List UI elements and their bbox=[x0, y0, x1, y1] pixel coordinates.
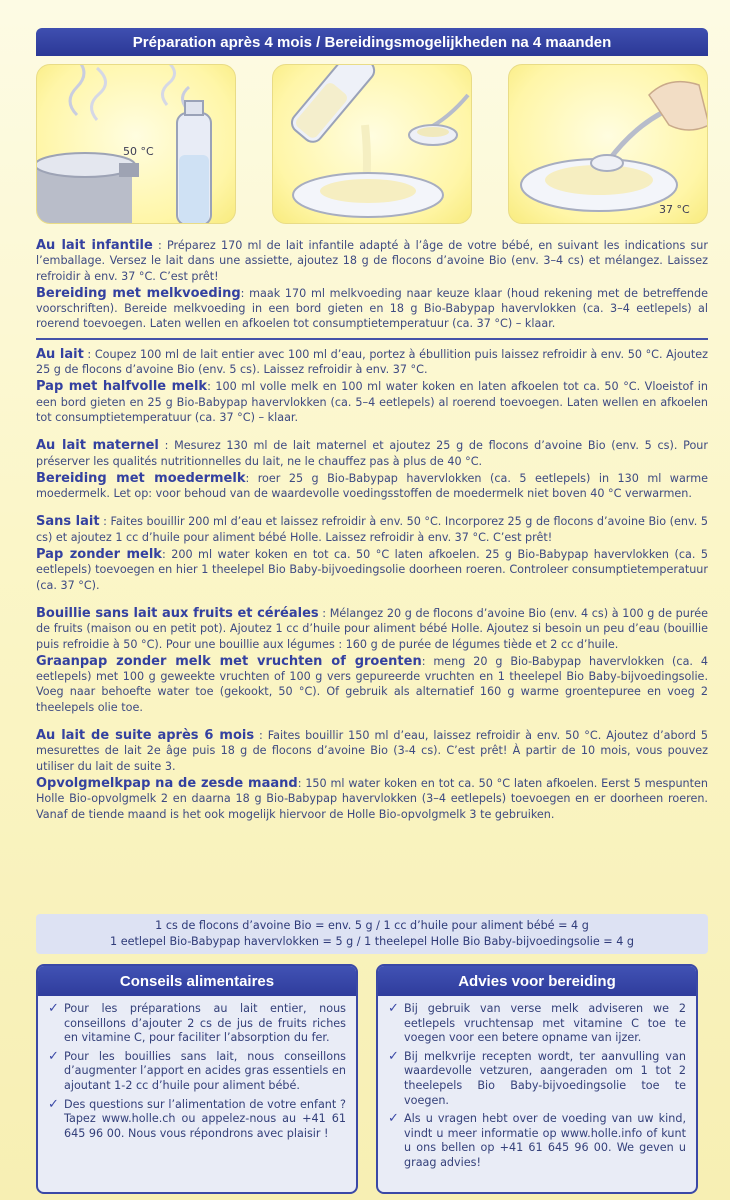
recipe-text: 100 ml volle melk en 100 ml water koken en laten afkoelen tot ca. 50 °C. Vloeistof in een bord gieten en 25 g Bio-Babypap havervlokken (ca. 5–4 eetlepels) al roerend toevoegen. Laten wellen en afkoelen tot consumptietemperatuur (ca. 37 °C) – klaar. bbox=[36, 380, 709, 424]
recipe-paragraph-nl: Graanpap zonder melk met vruchten of groenten: meng 20 g Bio-Babypap havervlokken (ca. 4 eetlepels) met 100 g geweekte vruchten of 100 g vers gepureerde vruchten en 1 theelepel Bio Baby-bijvoedingsolie. Voeg naar behoefte water toe (gekookt, 50 °C). Of gebruik als alternatief 160 g warme groentepuree en voeg 2 theelepels olie toe. bbox=[36, 653, 708, 714]
check-icon: ✓ bbox=[388, 1111, 399, 1127]
advice-item: ✓ Pour les préparations au lait entier, nous conseillons d’ajouter 2 cs de jus de fruits riches en vitamine C, pour faciliter l’absorption du fer. bbox=[48, 1001, 346, 1045]
measurement-equivalents bbox=[36, 914, 708, 954]
hand-shape bbox=[649, 82, 708, 130]
recipe-heading: Au lait de suite après 6 mois bbox=[36, 728, 255, 744]
recipe-paragraph-nl: Pap zonder melk: 200 ml water koken en tot ca. 50 °C laten afkoelen. 25 g Bio-Babypap havervlokken (ca. 5 eetlepels) toevoegen en hier 1 theelepel Bio Baby-bijvoedingsolie doorheen roeren. Controleer consumptietemperatuur (ca. 37 °C). bbox=[36, 547, 708, 592]
recipe-heading: Bereiding met moedermelk bbox=[36, 470, 246, 486]
temperature-label-37: 37 °C bbox=[659, 203, 690, 216]
recipe-heading: Au lait infantile bbox=[36, 238, 153, 253]
advice-box-fr bbox=[36, 964, 358, 1194]
recipe-paragraph-fr: Au lait infantile : Préparez 170 ml de lait infantile adapté à l’âge de votre bébé, en suivant les indications sur l’emballage. Versez le lait dans une assiette, ajoutez 18 g de flocons d’avoine Bio (env. 3–4 cs) et mélangez. Laissez refroidir à env. 37 °C. C’est prêt! bbox=[36, 238, 708, 283]
advice-item: ✓ Bij gebruik van verse melk adviseren we 2 eetlepels vruchtensap met vitamine C toe te voegen voor een betere opname van ijzer. bbox=[388, 1001, 686, 1045]
advice-box-nl bbox=[376, 964, 698, 1194]
recipe-heading: Graanpap zonder melk met vruchten of groenten bbox=[36, 653, 422, 669]
recipe-text: Mesurez 130 ml de lait maternel et ajoutez 25 g de flocons d’avoine Bio (env. 5 cs). Pour préserver les qualités nutritionnelles du lait, ne le chauffez pas à plus de 40 °C. bbox=[36, 439, 708, 468]
recipe-text: Faites bouillir 150 ml d’eau, laissez refroidir à env. 50 °C. Ajoutez d’abord 5 mesurettes de lait 2e âge puis 18 g de flocons d’avoine Bio (3-4 cs). C’est prêt! À partir de 10 mois, vous pouvez utiliser du lait de suite 3. bbox=[36, 729, 709, 773]
illustration-heat-milk bbox=[36, 64, 236, 224]
measurement-nl: 1 eetlepel Bio-Babypap havervlokken = 5 g / 1 theelepel Holle Bio Baby-bijvoedingsolie = 4 g bbox=[110, 935, 634, 948]
recipe-paragraph-nl: Bereiding met melkvoeding: maak 170 ml melkvoeding naar keuze klaar (houd rekening met de betreffende voorschriften). Bereide melkvoeding in een bord gieten en 18 g Bio-Babypap havervlokken (ca. 3–4 eetlepels) al roerend toevoegen. Laten wellen en afkoelen tot consumptietemperatuur (ca. 37 °C) – klaar. bbox=[36, 285, 708, 331]
recipe-text: Faites bouillir 200 ml d’eau et laissez refroidir à env. 50 °C. Incorporez 25 g de flocons d’avoine Bio (env. 5 cs) et ajoutez 1 cc d’huile pour aliment bébé Holle. Laissez refroidir à env. 37 °C. C’est prêt! bbox=[36, 515, 708, 544]
illustration-serve bbox=[508, 64, 708, 224]
recipe-heading: Au lait bbox=[36, 346, 84, 362]
preparation-banner bbox=[36, 28, 708, 56]
recipe-section-fruit-cereal bbox=[36, 606, 708, 721]
recipe-paragraph-fr: Au lait de suite après 6 mois : Faites bouillir 150 ml d’eau, laissez refroidir à env. 50 °C. Ajoutez d’abord 5 mesurettes de lait 2e âge puis 18 g de flocons d’avoine Bio (3-4 cs). C’est prêt! À partir de 10 mois, vous pouvez utiliser du lait de suite 3. bbox=[36, 728, 709, 773]
recipe-paragraph-nl: Bereiding met moedermelk: roer 25 g Bio-Babypap havervlokken (ca. 5 eetlepels) in 130 ml warme moedermelk. Let op: voor behoud van de waardevolle voedingsstoffen de moedermelk niet boven 40 °C verwarmen. bbox=[36, 470, 708, 501]
recipe-heading: Bouillie sans lait aux fruits et céréales bbox=[36, 605, 319, 621]
advice-item: ✓ Des questions sur l’alimentation de votre enfant ? Tapez www.holle.ch ou appelez-nous au +41 61 645 96 00. Nous vous répondrons avec plaisir ! bbox=[48, 1096, 346, 1140]
advice-title-nl: Advies voor bereiding bbox=[378, 966, 696, 996]
measurement-fr: 1 cs de flocons d’avoine Bio = env. 5 g / 1 cc d’huile pour aliment bébé = 4 g bbox=[155, 919, 589, 932]
recipe-text: Coupez 100 ml de lait entier avec 100 ml d’eau, portez à ébullition puis laissez refroidir à env. 50 °C. Ajoutez 25 g de flocons d’avoine Bio (env. 5 cs). Laissez refroidir à env. 37 °C. bbox=[36, 347, 708, 377]
recipe-section-whole-milk bbox=[36, 347, 708, 431]
check-icon: ✓ bbox=[48, 1001, 59, 1016]
recipe-text: Mélangez 20 g de flocons d’avoine Bio (env. 4 cs) à 100 g de purée de fruits (maison ou en petit pot). Ajoutez 1 cc d’huile pour aliment bébé Holle. Ajoutez si besoin un peu d’eau (bouillie puis refroidie à 50 °C). Pour une bouillie aux légumes : 160 g de purée de légumes tiède et 2 cc d’huile. bbox=[36, 606, 708, 651]
preparation-illustrations bbox=[36, 64, 708, 226]
recipe-text: Préparez 170 ml de lait infantile adapté à l’âge de votre bébé, en suivant les indications sur l’emballage. Versez le lait dans une assiette, ajoutez 18 g de flocons d’avoine Bio (env. 3–4 cs) et mélangez. Laissez refroidir à env. 37 °C. C’est prêt! bbox=[36, 239, 708, 283]
illustration-pour-oats bbox=[272, 64, 472, 224]
recipe-text: roer 25 g Bio-Babypap havervlokken (ca. 5 eetlepels) in 130 ml warme moedermelk. Let op: voor behoud van de waardevolle voedingsstoffen de moedermelk niet boven 40 °C verwarmen. bbox=[36, 471, 708, 501]
recipe-paragraph-fr: Au lait maternel : Mesurez 130 ml de lait maternel et ajoutez 25 g de flocons d’avoine Bio (env. 5 cs). Pour préserver les qualités nutritionnelles du lait, ne le chauffez pas à plus de 40 °C. bbox=[36, 438, 708, 468]
recipe-heading: Sans lait bbox=[36, 514, 100, 530]
recipe-heading: Pap met halfvolle melk bbox=[36, 379, 208, 395]
check-icon: ✓ bbox=[388, 1048, 399, 1064]
recipe-content bbox=[36, 238, 708, 835]
steam-shape bbox=[70, 65, 84, 115]
recipe-heading: Bereiding met melkvoeding bbox=[36, 285, 241, 301]
advice-item: ✓ Als u vragen hebt over de voeding van uw kind, vindt u meer informatie op www.holle.info of kunt u ons bellen op +41 61 645 96 00. We geven u graag advies! bbox=[388, 1111, 686, 1169]
recipe-text: meng 20 g Bio-Babypap havervlokken (ca. 4 eetlepels) met 100 g geweekte vruchten of 100 g vers gepureerde vruchten en 1 theelepel Bio Baby-bijvoedingsolie. Voeg naar behoefte water toe (gekookt, 50 °C). Of gebruik als alternatief 160 g warme groentepuree en voeg 2 theelepels olie toe. bbox=[36, 654, 708, 714]
recipe-section-follow-on bbox=[36, 728, 708, 828]
recipe-section-breast-milk bbox=[36, 438, 708, 507]
recipe-heading: Au lait maternel bbox=[36, 438, 159, 454]
recipe-text: 200 ml water koken en tot ca. 50 °C laten afkoelen. 25 g Bio-Babypap havervlokken (ca. 5 eetlepels) toevoegen en hier 1 theelepel Bio Baby-bijvoedingsolie doorheen roeren. Controleer consumptietemperatuur (ca. 37 °C). bbox=[36, 548, 708, 592]
recipe-paragraph-fr: Bouillie sans lait aux fruits et céréales : Mélangez 20 g de flocons d’avoine Bio (env. 4 cs) à 100 g de purée de fruits (maison ou en petit pot). Ajoutez 1 cc d’huile pour aliment bébé Holle. Ajoutez si besoin un peu d’eau (bouillie puis refroidie à 50 °C). Pour une bouillie aux légumes : 160 g de purée de légumes tiède et 2 cc d’huile. bbox=[36, 605, 708, 651]
check-icon: ✓ bbox=[388, 1001, 399, 1016]
advice-title-fr: Conseils alimentaires bbox=[38, 966, 356, 996]
temperature-label-50: 50 °C bbox=[123, 145, 154, 158]
banner-title: Préparation après 4 mois / Bereidingsmogelijkheden na 4 maanden bbox=[132, 33, 612, 51]
recipe-paragraph-nl: Pap met halfvolle melk: 100 ml volle melk en 100 ml water koken en laten afkoelen tot ca. 50 °C. Vloeistof in een bord gieten en 25 g Bio-Babypap havervlokken (ca. 5–4 eetlepels) al roerend toevoegen. Laten wellen en afkoelen tot consumptietemperatuur (ca. 37 °C) – klaar. bbox=[36, 379, 709, 424]
recipe-paragraph-fr: Sans lait : Faites bouillir 200 ml d’eau et laissez refroidir à env. 50 °C. Incorporez 25 g de flocons d’avoine Bio (env. 5 cs) et ajoutez 1 cc d’huile pour aliment bébé Holle. Laissez refroidir à env. 37 °C. C’est prêt! bbox=[36, 514, 708, 544]
check-icon: ✓ bbox=[48, 1048, 59, 1064]
recipe-heading: Pap zonder melk bbox=[36, 547, 162, 563]
advice-item: ✓ Pour les bouillies sans lait, nous conseillons d’augmenter l’apport en acides gras essentiels en ajoutant 1-2 cc d’huile pour aliment bébé. bbox=[48, 1048, 346, 1092]
recipe-section-infant-milk bbox=[36, 238, 708, 340]
check-icon: ✓ bbox=[48, 1096, 59, 1112]
recipe-paragraph-nl: Opvolgmelkpap na de zesde maand: 150 ml water koken en tot ca. 50 °C laten afkoelen. Eerst 5 mespunten Holle Bio-opvolgmelk 2 en daarna 18 g Bio-Babypap havervlokken (3–4 eetlepels) toevoegen en er doorheen roeren. Vanaf de tiende maand is het ook mogelijk hiervoor de Holle Bio-opvolgmelk 3 te gebruiken. bbox=[36, 775, 709, 821]
recipe-text: maak 170 ml melkvoeding naar keuze klaar (houd rekening met de betreffende voorschriften). Bereide melkvoeding in een bord gieten en 18 g Bio-Babypap havervlokken (ca. 3–4 eetlepels) al roerend toevoegen. Laten wellen en afkoelen tot consumptietemperatuur (ca. 37 °C) – klaar. bbox=[36, 286, 708, 331]
recipe-paragraph-fr: Au lait : Coupez 100 ml de lait entier avec 100 ml d’eau, portez à ébullition puis laissez refroidir à env. 50 °C. Ajoutez 25 g de flocons d’avoine Bio (env. 5 cs). Laissez refroidir à env. 37 °C. bbox=[36, 346, 708, 377]
advice-item: ✓ Bij melkvrije recepten wordt, ter aanvulling van waardevolle vetzuren, aangeraden om 1 tot 2 theelepels Bio Baby-bijvoedingsolie toe te voegen. bbox=[388, 1048, 686, 1107]
recipe-heading: Opvolgmelkpap na de zesde maand bbox=[36, 775, 298, 791]
recipe-section-milk-free bbox=[36, 514, 708, 598]
recipe-text: 150 ml water koken en tot ca. 50 °C laten afkoelen. Eerst 5 mespunten Holle Bio-opvolgmelk 2 en daarna 18 g Bio-Babypap havervlokken (3–4 eetlepels) toevoegen en er doorheen roeren. Vanaf de tiende maand is het ook mogelijk hiervoor de Holle Bio-opvolgmelk 3 te gebruiken. bbox=[36, 776, 709, 821]
